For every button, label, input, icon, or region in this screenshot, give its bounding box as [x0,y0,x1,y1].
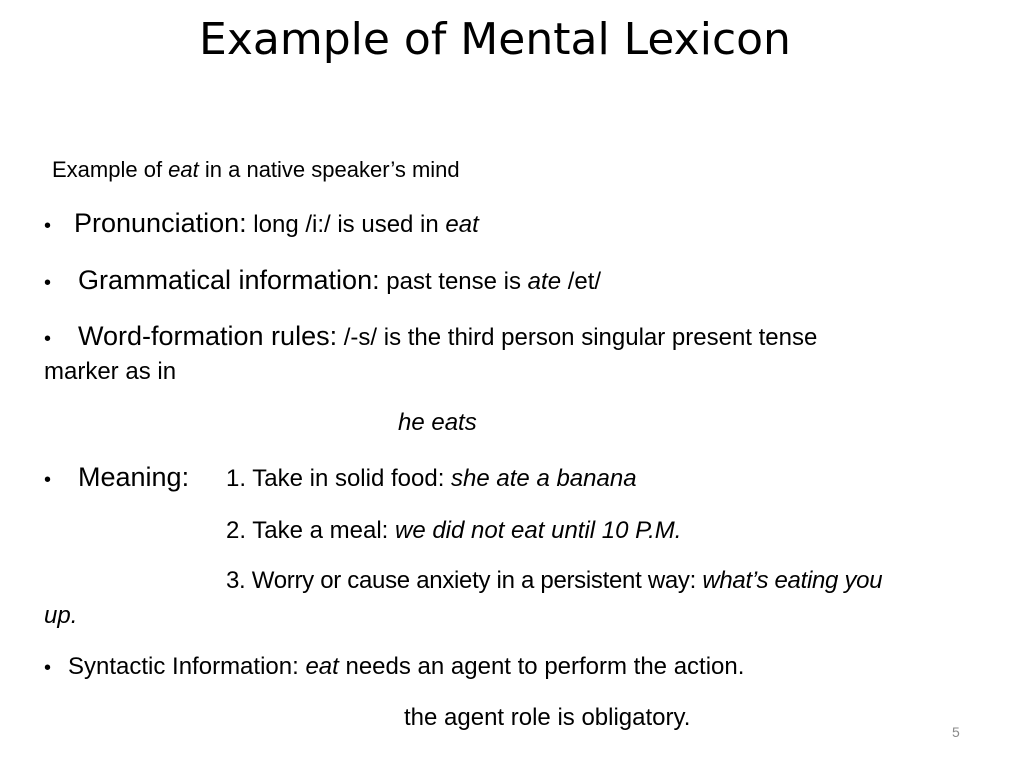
word-formation-continuation: marker as in [44,358,177,385]
grammatical-heading: Grammatical information: [78,265,380,295]
bullet-icon: • [44,469,52,491]
word-formation-heading: Word-formation rules: [78,321,338,351]
syntactic-continuation: the agent role is obligatory. [404,704,691,731]
pronunciation-word: eat [445,211,479,238]
grammatical-word: ate [527,268,562,295]
meaning-sense3 [226,566,882,596]
meaning-sense3-text: 3. Worry or cause anxiety in a persistent way: [226,567,703,594]
bullet-icon: • [44,215,52,237]
meaning-sense2 [226,516,681,546]
syntactic-post: needs an agent to perform the action. [338,653,745,680]
intro-line [52,155,460,185]
bullet-syntactic [44,652,744,683]
bullet-meaning [44,462,637,495]
meaning-sense1-text: 1. Take in solid food: [226,465,452,492]
bullet-icon: • [44,657,52,679]
meaning-sense3-continuation [44,601,77,631]
meaning-sense3-example: what’s eating you [702,567,883,594]
meaning-sense3-continuation-text: up. [44,602,78,629]
word-formation-example-text: he eats [398,409,477,436]
word-formation-example [398,408,477,438]
bullet-icon: • [44,272,52,294]
bullet-icon: • [44,328,52,350]
intro-post: in a native speaker’s mind [198,157,460,182]
word-formation-text: /-s/ is the third person singular present tense [337,324,818,351]
meaning-heading: Meaning: [78,462,190,492]
meaning-sense2-text: 2. Take a meal: [226,517,395,544]
bullet-pronunciation [44,208,479,241]
syntactic-text: Syntactic Information: [68,653,306,680]
grammatical-post: /et/ [561,268,602,295]
bullet-word-formation [44,321,817,354]
meaning-sense2-example: we did not eat until 10 P.M. [394,517,682,544]
pronunciation-heading: Pronunciation: [74,208,247,238]
syntactic-word: eat [305,653,339,680]
page-number: 5 [952,724,960,740]
intro-word: eat [168,157,199,182]
meaning-sense1-example: she ate a banana [451,465,637,492]
grammatical-text: past tense is [379,268,528,295]
bullet-grammatical [44,265,601,298]
pronunciation-text: long /i:/ is used in [246,211,446,238]
intro-pre: Example of [52,157,169,182]
slide-title: Example of Mental Lexicon [199,14,791,65]
